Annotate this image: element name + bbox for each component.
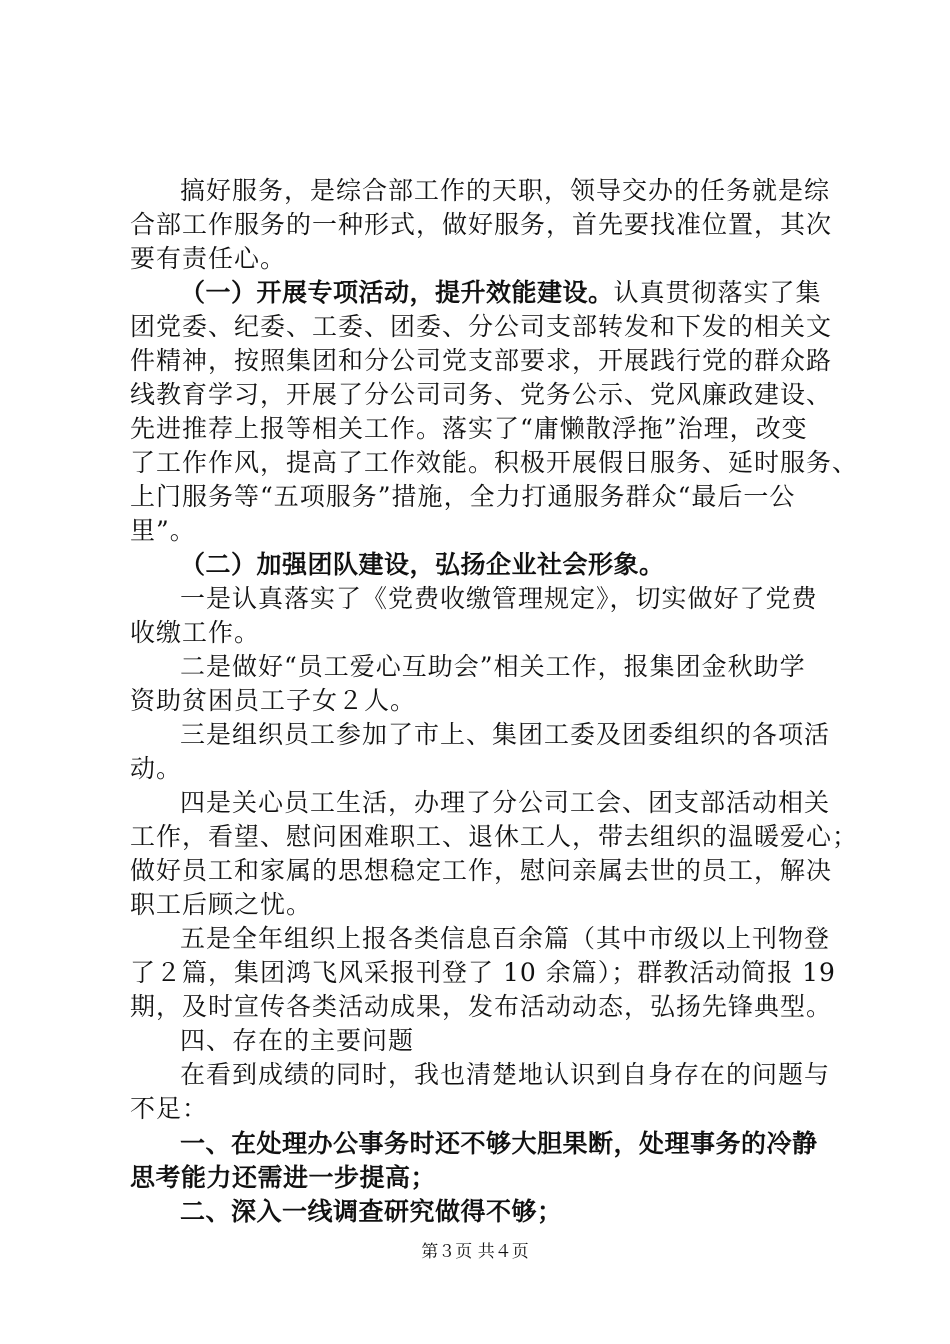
paragraph-line: 要有责任心。	[130, 244, 287, 273]
section-heading: （一）开展专项活动，提升效能建设。	[180, 278, 614, 307]
paragraph-line: 思考能力还需进一步提高；	[130, 1163, 437, 1192]
paragraph-line: 做好员工和家属的思想稳定工作，慰问亲属去世的员工，解决	[130, 856, 833, 885]
paragraph-line: 件精神，按照集团和分公司党支部要求，开展践行党的群众路	[130, 346, 833, 375]
paragraph-line: 里”。	[130, 516, 196, 545]
paragraph-line: 上门服务等“五项服务”措施，全力打通服务群众“最后一公	[130, 482, 796, 511]
paragraph-line: 了２篇，集团鸿飞风采报刊登了 10 余篇）；群教活动简报 19	[130, 958, 836, 987]
section-heading: （二）加强团队建设，弘扬企业社会形象。	[180, 550, 665, 579]
paragraph-line: 期，及时宣传各类活动成果，发布活动动态，弘扬先锋典型。	[130, 992, 833, 1021]
paragraph-line: 了工作作风，提高了工作效能。积极开展假日服务、延时服务、	[130, 448, 859, 477]
paragraph-line: 线教育学习，开展了分公司司务、党务公示、党风廉政建设、	[130, 380, 833, 409]
section-heading: 四、存在的主要问题	[180, 1026, 415, 1055]
paragraph-line: 二是做好“员工爱心互助会”相关工作，报集团金秋助学	[180, 652, 806, 681]
paragraph-line: 合部工作服务的一种形式，做好服务，首先要找准位置，其次	[130, 210, 833, 239]
paragraph-line: 在看到成绩的同时，我也清楚地认识到自身存在的问题与	[180, 1060, 831, 1089]
paragraph-line: 一、在处理办公事务时还不够大胆果断，处理事务的冷静	[180, 1129, 818, 1158]
paragraph-line: 不足：	[130, 1094, 209, 1123]
paragraph-line: 工作，看望、慰问困难职工、退休工人，带去组织的温暖爱心；	[130, 822, 859, 851]
paragraph-line: 搞好服务，是综合部工作的天职，领导交办的任务就是综	[180, 176, 831, 205]
paragraph-line: 职工后顾之忧。	[130, 890, 313, 919]
paragraph-line: 二、深入一线调查研究做得不够；	[180, 1197, 563, 1226]
page-number-footer: 第３页 共４页	[421, 1242, 529, 1262]
paragraph-line: 动。	[130, 754, 183, 783]
paragraph-line: 团党委、纪委、工委、团委、分公司支部转发和下发的相关文	[130, 312, 833, 341]
paragraph-line: 三是组织员工参加了市上、集团工委及团委组织的各项活	[180, 720, 831, 749]
paragraph-line: 资助贫困员工子女２人。	[130, 686, 417, 715]
paragraph-text: 认真贯彻落实了集	[613, 278, 822, 307]
paragraph-line: 一是认真落实了《党费收缴管理规定》，切实做好了党费	[180, 584, 818, 613]
paragraph-line: 五是全年组织上报各类信息百余篇（其中市级以上刊物登	[180, 924, 831, 953]
paragraph-line: 四是关心员工生活，办理了分公司工会、团支部活动相关	[180, 788, 831, 817]
paragraph-line: 先进推荐上报等相关工作。落实了“庸懒散浮拖”治理，改变	[130, 414, 808, 443]
paragraph-line: 收缴工作。	[130, 618, 261, 647]
paragraph-line	[180, 276, 822, 310]
